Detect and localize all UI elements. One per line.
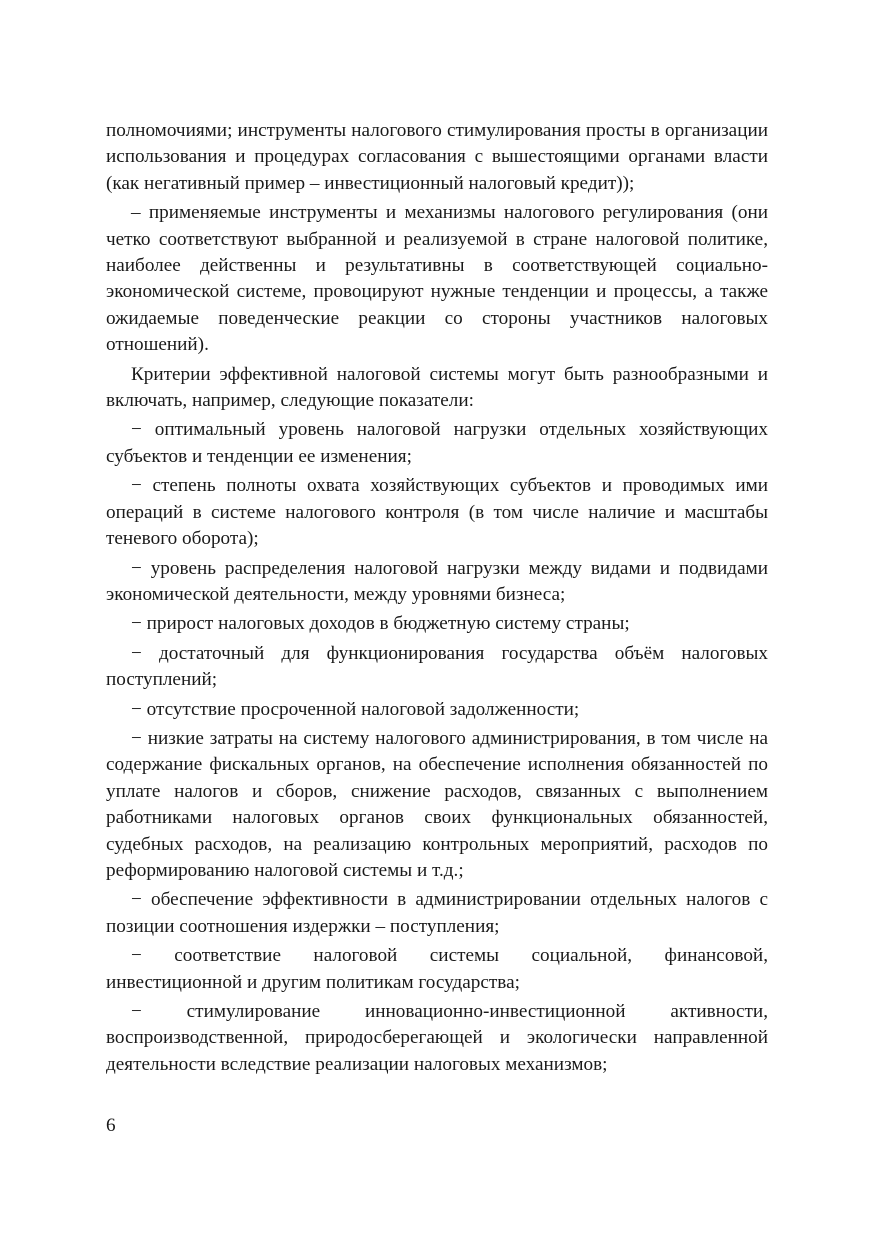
list-item-no-arrears: − отсутствие просроченной налоговой задолженности; — [131, 698, 580, 720]
list-item-revenue-growth: − прирост налоговых доходов в бюджетную систему страны; — [131, 613, 630, 635]
list-item-sufficient-volume: − достаточный для функционирования государства объём налоговых поступлений; — [106, 642, 768, 691]
paragraph-continuation: полномочиями; инструменты налогового стимулирования просты в организации использования и процедурах согласования с вышестоящими органами власти (как негативный пример – инвестиционный налоговый кредит)); — [106, 120, 768, 194]
list-item-policy-alignment: − соответствие налоговой системы социальной, финансовой, инвестиционной и другим политикам государства; — [106, 945, 768, 993]
list-item-distribution: − уровень распределения налоговой нагрузки между видами и подвидами экономической деятельности, между уровнями бизнеса; — [106, 557, 768, 605]
body-text — [106, 118, 768, 1081]
list-item-coverage: − степень полноты охвата хозяйствующих субъектов и проводимых ими операций в системе налогового контроля (в том числе наличие и масштабы теневого оборота); — [106, 475, 768, 550]
list-item-admin-efficiency: − обеспечение эффективности в администрировании отдельных налогов с позиции соотношения издержки – поступления; — [106, 889, 768, 937]
page-number: 6 — [106, 1115, 116, 1136]
list-item-stimulation: − стимулирование инновационно-инвестиционной активности, воспроизводственной, природосберегающей и экологически направленной деятельности вследствие реализации налоговых механизмов; — [106, 1001, 768, 1075]
list-item-tax-burden: − оптимальный уровень налоговой нагрузки отдельных хозяйствующих субъектов и тенденции ее изменения; — [106, 419, 768, 467]
paragraph-criteria-intro: Критерии эффективной налоговой системы могут быть разнообразными и включать, например, следующие показатели: — [106, 363, 768, 412]
paragraph-regulation-instruments: – применяемые инструменты и механизмы налогового регулирования (они четко соответствуют выбранной и реализуемой в стране налоговой политике, наиболее действенны и результативны в соответствующей социально-экономической системе, провоцируют нужные тенденции и процессы, а также ожидаемые поведенческие реакции со стороны участников налоговых отношений). — [106, 202, 768, 356]
list-item-low-costs: − низкие затраты на систему налогового администрирования, в том числе на содержание фискальных органов, на обеспечение исполнения обязанностей по уплате налогов и сборов, снижение расходов, связанных с выполнением работниками налоговых органов своих функциональных обязанностей, судебных расходов, на реализацию контрольных мероприятий, расходов по реформированию налоговой системы и т.д.; — [106, 727, 768, 881]
